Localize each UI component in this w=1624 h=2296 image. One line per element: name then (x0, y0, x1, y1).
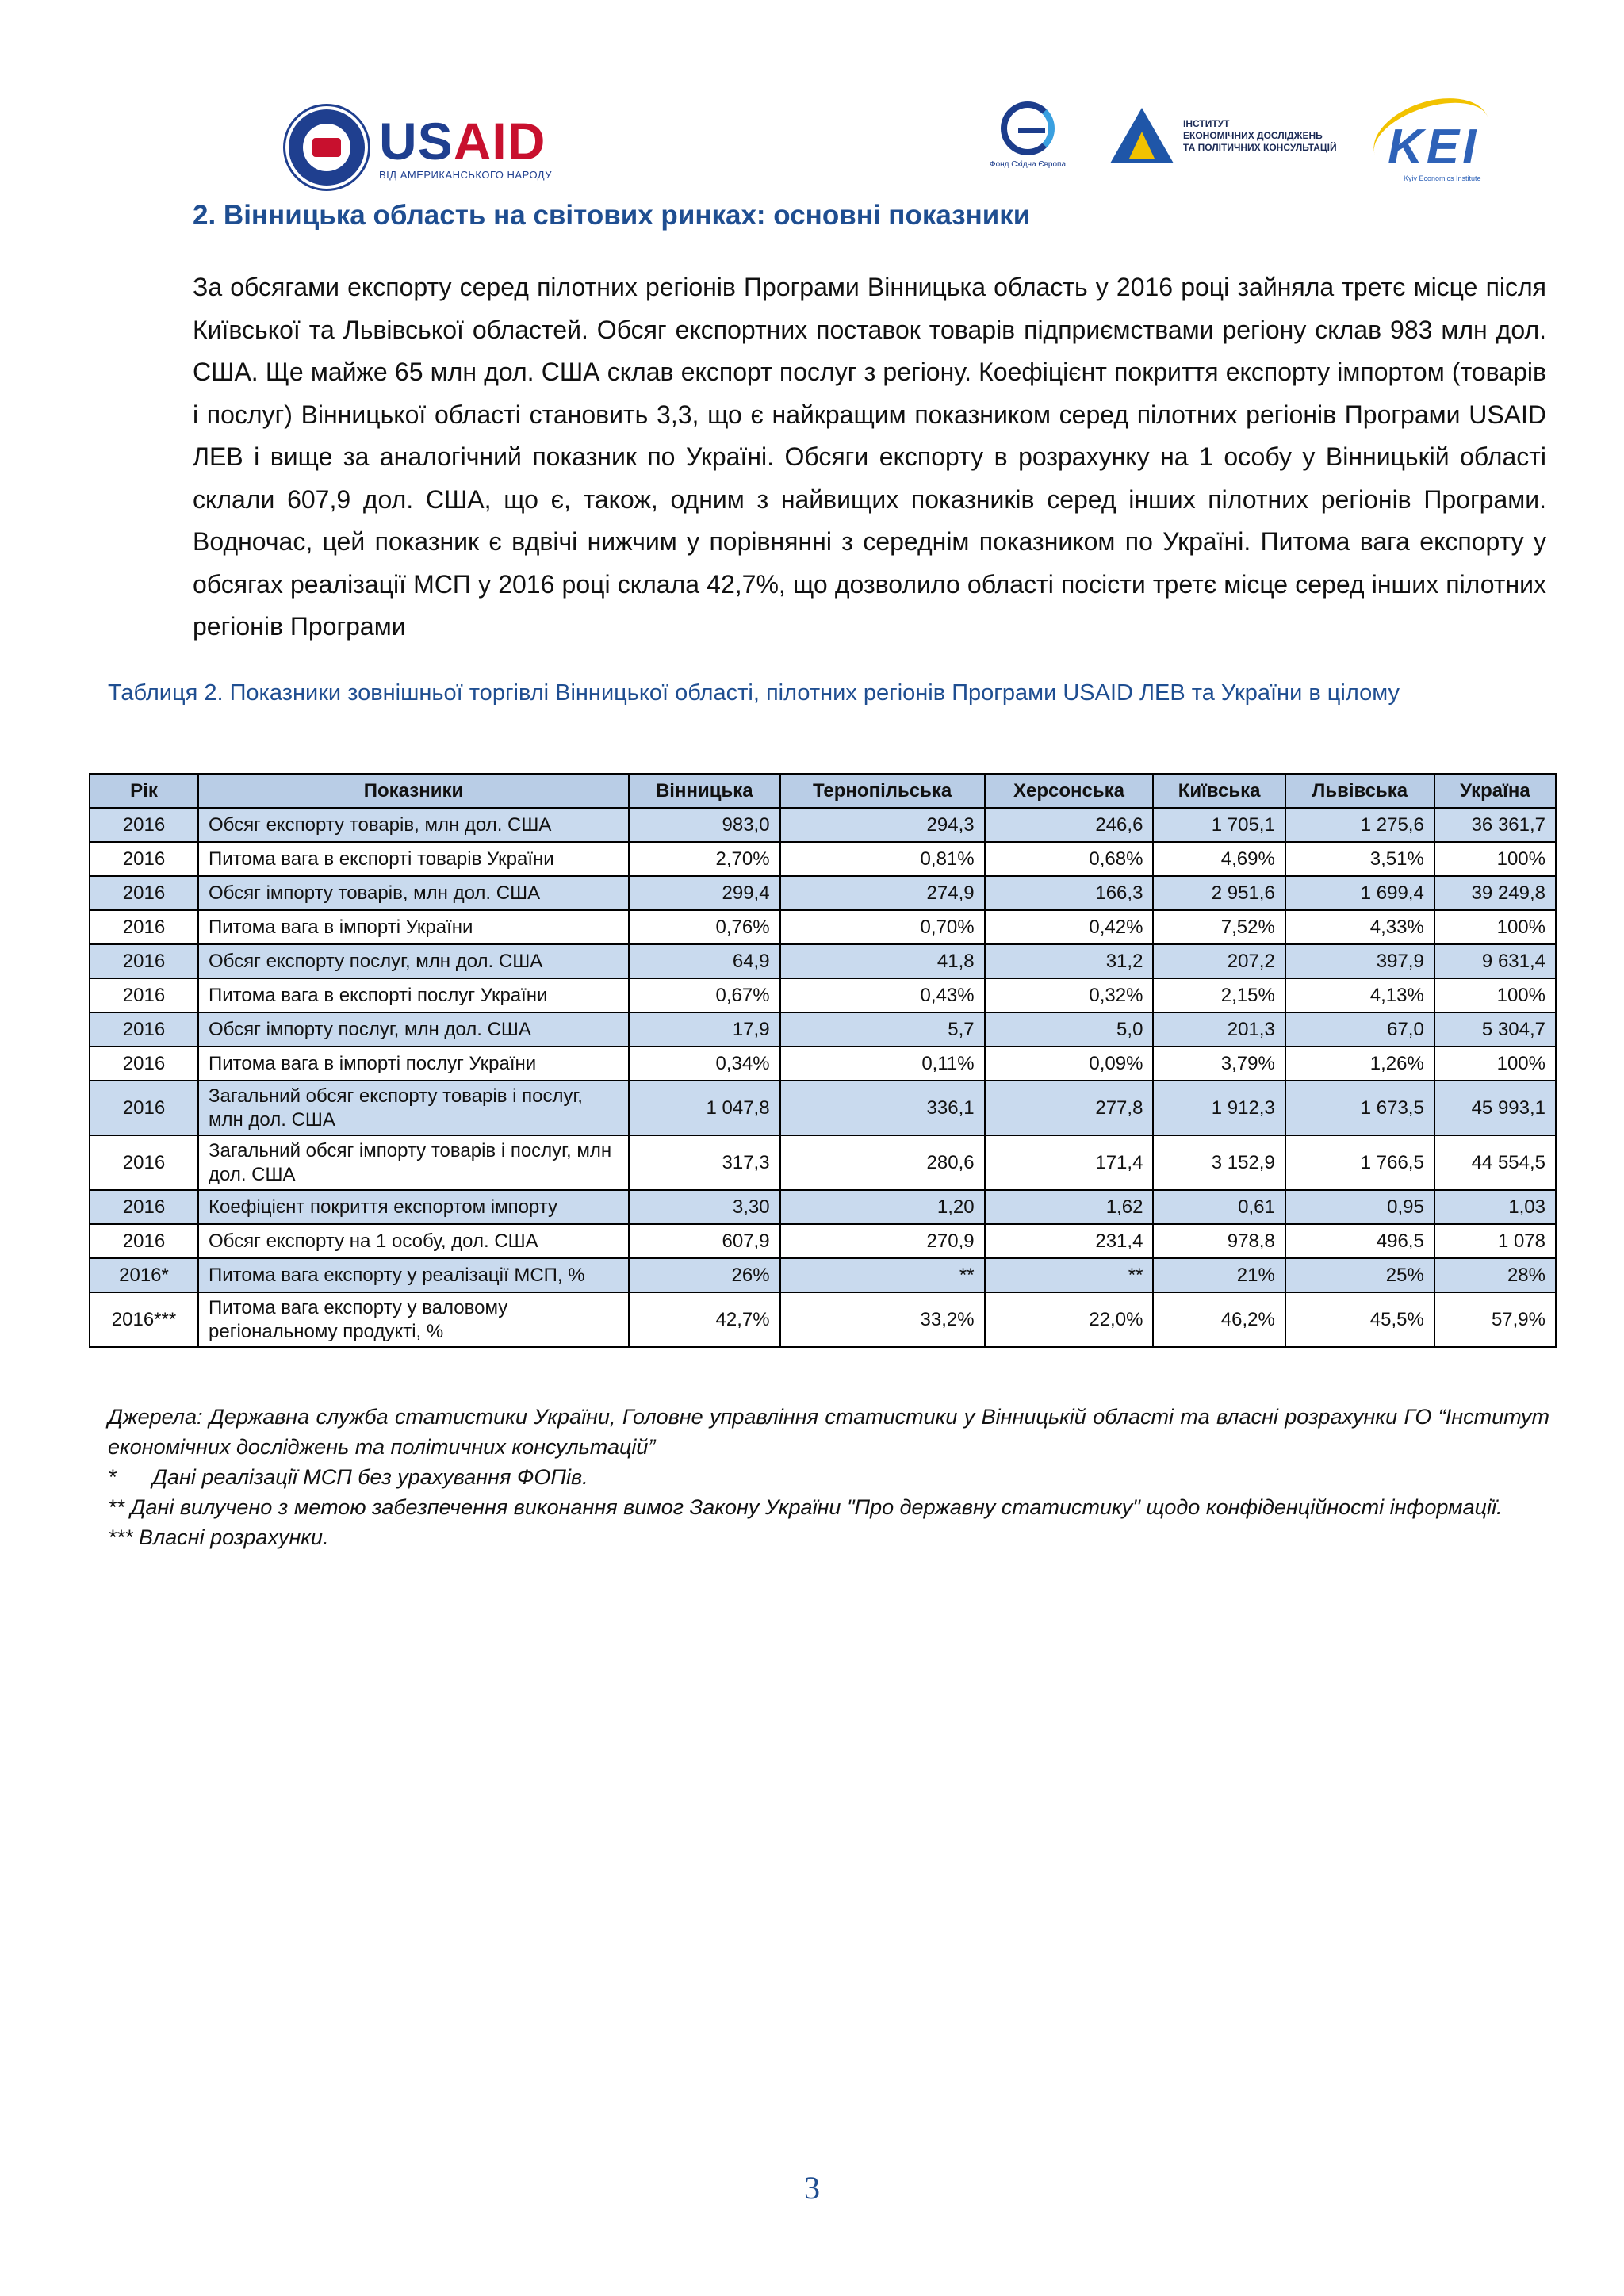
cell-kherson: 0,68% (985, 842, 1154, 876)
usaid-subtitle: ВІД АМЕРИКАНСЬКОГО НАРОДУ (379, 168, 552, 181)
cell-ukraine: 100% (1434, 1047, 1556, 1081)
table-row (90, 1292, 1556, 1347)
kei-logo (1372, 101, 1515, 181)
cell-kyiv: 1 705,1 (1153, 808, 1285, 842)
row-year: 2016 (90, 842, 198, 876)
cell-lviv: 397,9 (1285, 944, 1434, 978)
table-row (90, 944, 1556, 978)
fund-caption: Фонд Східна Європа (989, 160, 1067, 169)
cell-vinnytsia: 26% (629, 1258, 780, 1292)
row-label: Обсяг експорту послуг, млн дол. США (198, 944, 629, 978)
table-row (90, 1224, 1556, 1258)
sources-note: Джерела: Державна служба статистики України, Головне управління статистики у Вінницькій області та власні розрахунки ГО “Інститут економічних досліджень та політичних консультацій” (108, 1405, 1549, 1459)
row-label: Питома вага в імпорті України (198, 910, 629, 944)
row-year: 2016 (90, 1081, 198, 1135)
row-label: Коефіцієнт покриття експортом імпорту (198, 1190, 629, 1224)
kei-caption: Kyiv Economics Institute (1404, 174, 1481, 182)
cell-lviv: 4,33% (1285, 910, 1434, 944)
cell-kyiv: 3 152,9 (1153, 1135, 1285, 1190)
cell-kyiv: 21% (1153, 1258, 1285, 1292)
ier-triangle-icon (1110, 108, 1174, 163)
cell-ukraine: 100% (1434, 842, 1556, 876)
row-year: 2016* (90, 1258, 198, 1292)
cell-ukraine: 45 993,1 (1434, 1081, 1556, 1135)
cell-lviv: 67,0 (1285, 1012, 1434, 1047)
cell-kherson: 166,3 (985, 876, 1154, 910)
cell-lviv: 4,13% (1285, 978, 1434, 1012)
cell-ukraine: 57,9% (1434, 1292, 1556, 1347)
ier-logo (1110, 108, 1337, 163)
usaid-wordmark: USAID (379, 111, 546, 170)
table-row (90, 910, 1556, 944)
cell-vinnytsia: 42,7% (629, 1292, 780, 1347)
cell-kherson: 1,62 (985, 1190, 1154, 1224)
footnote-1-text: Дані реалізації МСП без урахування ФОПів. (152, 1465, 588, 1489)
cell-ukraine: 1 078 (1434, 1224, 1556, 1258)
logo-bar (0, 101, 1624, 189)
cell-kyiv: 7,52% (1153, 910, 1285, 944)
cell-kherson: 0,42% (985, 910, 1154, 944)
usaid-logo (285, 106, 552, 189)
row-label: Обсяг експорту товарів, млн дол. США (198, 808, 629, 842)
table-row (90, 842, 1556, 876)
row-label: Питома вага в експорті послуг України (198, 978, 629, 1012)
cell-kyiv: 207,2 (1153, 944, 1285, 978)
row-year: 2016 (90, 1047, 198, 1081)
footnote-1 (108, 1462, 1549, 1492)
cell-vinnytsia: 0,34% (629, 1047, 780, 1081)
cell-ternopil: 0,70% (780, 910, 985, 944)
cell-vinnytsia: 1 047,8 (629, 1081, 780, 1135)
footnote-2: ** Дані вилучено з метою забезпечення виконання вимог Закону України "Про державну статистику" щодо конфіденційності інформації. (108, 1495, 1503, 1519)
kei-wordmark: KEI (1388, 120, 1480, 174)
cell-vinnytsia: 64,9 (629, 944, 780, 978)
table-row (90, 876, 1556, 910)
cell-kyiv: 4,69% (1153, 842, 1285, 876)
cell-ukraine: 9 631,4 (1434, 944, 1556, 978)
cell-kherson: 246,6 (985, 808, 1154, 842)
cell-lviv: 1,26% (1285, 1047, 1434, 1081)
fund-logo-icon (1001, 101, 1055, 155)
cell-kherson: 5,0 (985, 1012, 1154, 1047)
cell-kherson: 231,4 (985, 1224, 1154, 1258)
cell-ternopil: ** (780, 1258, 985, 1292)
row-year: 2016 (90, 978, 198, 1012)
cell-ternopil: 1,20 (780, 1190, 985, 1224)
cell-kyiv: 3,79% (1153, 1047, 1285, 1081)
row-year: 2016 (90, 1190, 198, 1224)
header-lviv: Львівська (1285, 774, 1434, 808)
cell-vinnytsia: 0,76% (629, 910, 780, 944)
cell-ukraine: 39 249,8 (1434, 876, 1556, 910)
cell-vinnytsia: 3,30 (629, 1190, 780, 1224)
cell-lviv: 3,51% (1285, 842, 1434, 876)
table-header-row (90, 774, 1556, 808)
cell-kyiv: 0,61 (1153, 1190, 1285, 1224)
table-row (90, 1190, 1556, 1224)
cell-ukraine: 44 554,5 (1434, 1135, 1556, 1190)
footnote-1-mark: * (108, 1465, 117, 1489)
ier-line1: ІНСТИТУТ (1183, 117, 1230, 129)
cell-ternopil: 274,9 (780, 876, 985, 910)
table-row (90, 1047, 1556, 1081)
cell-vinnytsia: 2,70% (629, 842, 780, 876)
cell-kherson: 0,32% (985, 978, 1154, 1012)
page-number: 3 (804, 2170, 820, 2206)
table-notes (108, 1402, 1549, 1552)
header-kyiv: Київська (1153, 774, 1285, 808)
footnote-3: *** Власні розрахунки. (108, 1525, 329, 1549)
cell-lviv: 1 673,5 (1285, 1081, 1434, 1135)
cell-vinnytsia: 17,9 (629, 1012, 780, 1047)
cell-lviv: 25% (1285, 1258, 1434, 1292)
cell-lviv: 45,5% (1285, 1292, 1434, 1347)
cell-kyiv: 2 951,6 (1153, 876, 1285, 910)
cell-kyiv: 46,2% (1153, 1292, 1285, 1347)
cell-ternopil: 0,11% (780, 1047, 985, 1081)
table-row (90, 1135, 1556, 1190)
cell-kherson: ** (985, 1258, 1154, 1292)
cell-ukraine: 100% (1434, 978, 1556, 1012)
cell-ukraine: 1,03 (1434, 1190, 1556, 1224)
row-year: 2016 (90, 1135, 198, 1190)
cell-ternopil: 41,8 (780, 944, 985, 978)
cell-ternopil: 280,6 (780, 1135, 985, 1190)
cell-kyiv: 201,3 (1153, 1012, 1285, 1047)
cell-ternopil: 294,3 (780, 808, 985, 842)
row-year: 2016*** (90, 1292, 198, 1347)
cell-lviv: 1 275,6 (1285, 808, 1434, 842)
cell-kherson: 171,4 (985, 1135, 1154, 1190)
header-vinnytsia: Вінницька (629, 774, 780, 808)
row-year: 2016 (90, 876, 198, 910)
row-year: 2016 (90, 808, 198, 842)
row-label: Питома вага в експорті товарів України (198, 842, 629, 876)
cell-vinnytsia: 0,67% (629, 978, 780, 1012)
table-row (90, 1258, 1556, 1292)
row-label: Питома вага експорту у валовому регіональному продукті, % (198, 1292, 629, 1347)
cell-ukraine: 36 361,7 (1434, 808, 1556, 842)
section-title: 2. Вінницька область на світових ринках: основні показники (193, 200, 1031, 231)
cell-ukraine: 28% (1434, 1258, 1556, 1292)
header-indicator: Показники (198, 774, 629, 808)
cell-lviv: 1 766,5 (1285, 1135, 1434, 1190)
row-label: Загальний обсяг експорту товарів і послуг, млн дол. США (198, 1081, 629, 1135)
row-year: 2016 (90, 944, 198, 978)
body-paragraph: За обсягами експорту серед пілотних регіонів Програми Вінницька область у 2016 році зайняла третє місце після Київської та Львівської областей. Обсяг експортних поставок товарів підприємствами регіону склав 983 млн дол. США. Ще майже 65 млн дол. США склав експорт послуг з регіону. Коефіцієнт покриття експорту імпортом (товарів і послуг) Вінницької області становить 3,3, що є найкращим показником серед пілотних регіонів Програми USAID ЛЕВ і вище за аналогічний показник по Україні. Обсяги експорту в розрахунку на 1 особу у Вінницькій області склали 607,9 дол. США, що є, також, одним з найвищих показників серед інших пілотних регіонів Програми. Водночас, цей показник є вдвічі нижчим у порівнянні з середнім показником по Україні. Питома вага експорту у обсягах реалізації МСП у 2016 році склала 42,7%, що дозволило області посісти третє місце серед інших пілотних регіонів Програми (193, 273, 1546, 641)
header-ternopil: Тернопільська (780, 774, 985, 808)
header-year: Рік (90, 774, 198, 808)
cell-vinnytsia: 299,4 (629, 876, 780, 910)
row-label: Обсяг імпорту послуг, млн дол. США (198, 1012, 629, 1047)
header-ukraine: Україна (1434, 774, 1556, 808)
table-caption: Таблиця 2. Показники зовнішньої торгівлі Вінницької області, пілотних регіонів Програми USAID ЛЕВ та України в цілому (108, 680, 1400, 706)
cell-kherson: 22,0% (985, 1292, 1154, 1347)
cell-ukraine: 5 304,7 (1434, 1012, 1556, 1047)
row-year: 2016 (90, 1224, 198, 1258)
cell-lviv: 1 699,4 (1285, 876, 1434, 910)
table-row (90, 1012, 1556, 1047)
ier-line2: ЕКОНОМІЧНИХ ДОСЛІДЖЕНЬ (1183, 129, 1323, 141)
cell-kherson: 31,2 (985, 944, 1154, 978)
row-label: Обсяг імпорту товарів, млн дол. США (198, 876, 629, 910)
usaid-seal-icon (285, 106, 368, 189)
cell-kyiv: 1 912,3 (1153, 1081, 1285, 1135)
cell-ukraine: 100% (1434, 910, 1556, 944)
header-kherson: Херсонська (985, 774, 1154, 808)
row-label: Загальний обсяг імпорту товарів і послуг, млн дол. США (198, 1135, 629, 1190)
cell-ternopil: 5,7 (780, 1012, 985, 1047)
cell-kyiv: 2,15% (1153, 978, 1285, 1012)
cell-vinnytsia: 983,0 (629, 808, 780, 842)
cell-ternopil: 33,2% (780, 1292, 985, 1347)
cell-lviv: 496,5 (1285, 1224, 1434, 1258)
row-label: Обсяг експорту на 1 особу, дол. США (198, 1224, 629, 1258)
ier-line3: ТА ПОЛІТИЧНИХ КОНСУЛЬТАЦІЙ (1183, 141, 1337, 153)
row-label: Питома вага експорту у реалізації МСП, % (198, 1258, 629, 1292)
row-year: 2016 (90, 1012, 198, 1047)
cell-kherson: 277,8 (985, 1081, 1154, 1135)
cell-ternopil: 0,43% (780, 978, 985, 1012)
cell-kherson: 0,09% (985, 1047, 1154, 1081)
table-row (90, 808, 1556, 842)
table-row (90, 978, 1556, 1012)
cell-ternopil: 336,1 (780, 1081, 985, 1135)
cell-lviv: 0,95 (1285, 1190, 1434, 1224)
cell-vinnytsia: 607,9 (629, 1224, 780, 1258)
row-year: 2016 (90, 910, 198, 944)
row-label: Питома вага в імпорті послуг України (198, 1047, 629, 1081)
fund-east-europe-logo (988, 101, 1067, 169)
cell-ternopil: 270,9 (780, 1224, 985, 1258)
cell-vinnytsia: 317,3 (629, 1135, 780, 1190)
cell-ternopil: 0,81% (780, 842, 985, 876)
table-row (90, 1081, 1556, 1135)
trade-indicators-table (89, 773, 1557, 1348)
cell-kyiv: 978,8 (1153, 1224, 1285, 1258)
